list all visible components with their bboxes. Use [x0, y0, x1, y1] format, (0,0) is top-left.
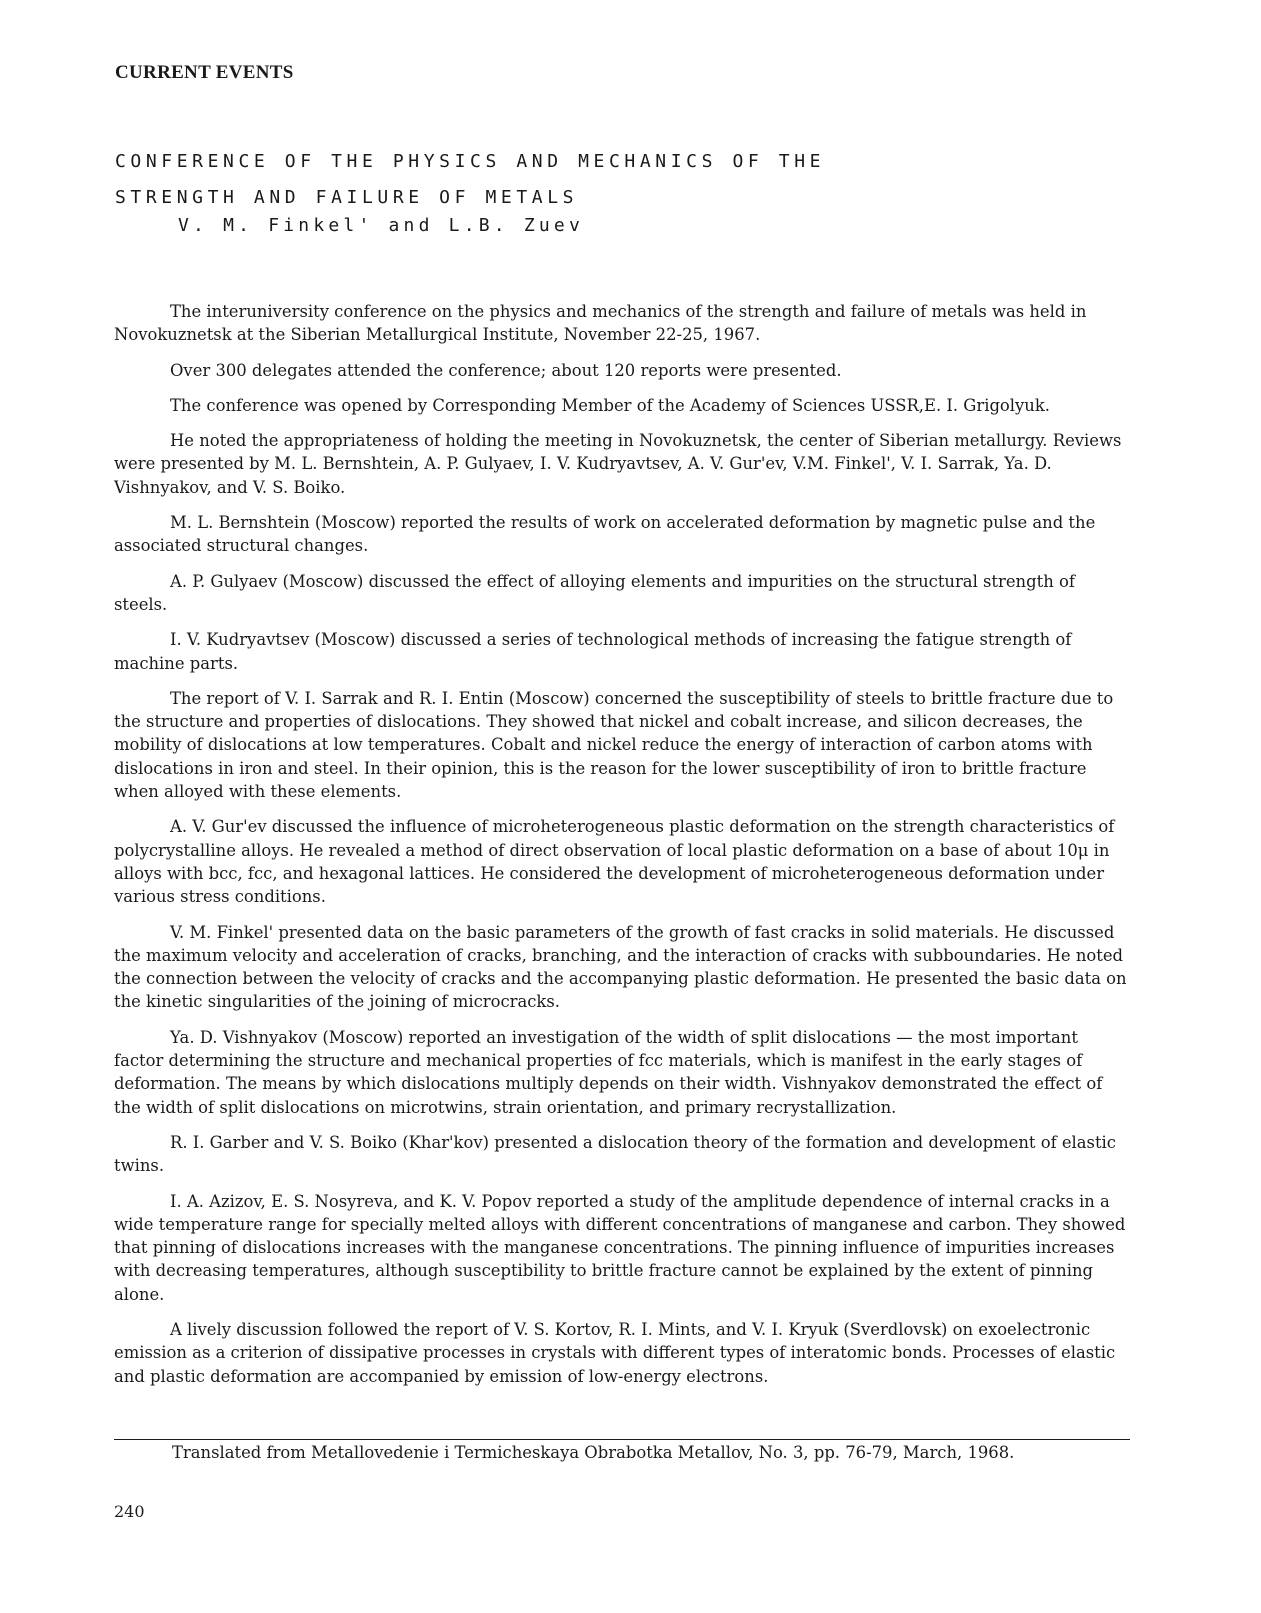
paragraph: Over 300 delegates attended the conference; about 120 reports were presented. — [170, 360, 842, 380]
paragraph: Ya. D. Vishnyakov (Moscow) reported an investigation of the width of split dislocations — the most important factor determining the structure and mechanical properties of fcc materials, which is manifest in the early stages of deformation. The means by which dislocations multiply depends on their width. Vishnyakov demonstrated the effect of the width of split dislocations on microtwins, strain orientation, and primary recrystallization. — [114, 1027, 1103, 1117]
translation-footnote: Translated from Metallovedenie i Termicheskaya Obrabotka Metallov, No. 3, pp. 76-79, March, 1968. — [172, 1443, 1015, 1462]
paragraph: I. V. Kudryavtsev (Moscow) discussed a series of technological methods of increasing the fatigue strength of machine parts. — [114, 630, 1072, 673]
paragraph: I. A. Azizov, E. S. Nosyreva, and K. V. Popov reported a study of the amplitude dependence of internal cracks in a wide temperature range for specially melted alloys with different concentrations of manganese and carbon. They showed that pinning of dislocations increases with the manganese concentrations. The pinning influence of impurities increases with decreasing temperatures, although susceptibility to brittle fracture cannot be explained by the extent of pinning alone. — [114, 1191, 1126, 1304]
section-label: CURRENT EVENTS — [115, 62, 294, 83]
paragraph: The report of V. I. Sarrak and R. I. Entin (Moscow) concerned the susceptibility of steels to brittle fracture due to the structure and properties of dislocations. They showed that nickel and cobalt increase, and silicon decreases, the mobility of dislocations at low temperatures. Cobalt and nickel reduce the energy of interaction of carbon atoms with dislocations in iron and steel. In their opinion, this is the reason for the lower susceptibility of iron to brittle fracture when alloyed with these elements. — [114, 688, 1114, 802]
article-title — [115, 144, 825, 216]
paragraph: M. L. Bernshtein (Moscow) reported the results of work on accelerated deformation by magnetic pulse and the associated structural changes. — [114, 513, 1096, 556]
article-body — [114, 300, 1130, 1400]
article-title-line-1: CONFERENCE OF THE PHYSICS AND MECHANICS OF THE — [115, 151, 826, 172]
paragraph: The interuniversity conference on the physics and mechanics of the strength and failure of metals was held in Novokuznetsk at the Siberian Metallurgical Institute, November 22-25, 1967. — [114, 302, 1087, 345]
paragraph: He noted the appropriateness of holding the meeting in Novokuznetsk, the center of Siberian metallurgy. Reviews were presented by M. L. Bernshtein, A. P. Gulyaev, I. V. Kudryavtsev, A. V. Gur'ev, V.M. Finkel', V. I. Sarrak, Ya. D. Vishnyakov, and V. S. Boiko. — [114, 431, 1122, 497]
paragraph: A lively discussion followed the report of V. S. Kortov, R. I. Mints, and V. I. Kryuk (Sverdlovsk) on exoelectronic emission as a criterion of dissipative processes in crystals with different types of interatomic bonds. Processes of elastic and plastic deformation are accompanied by emission of low-energy electrons. — [114, 1319, 1116, 1386]
paragraph: A. V. Gur'ev discussed the influence of microheterogeneous plastic deformation on the strength characteristics of polycrystalline alloys. He revealed a method of direct observation of local plastic deformation on a base of about 10μ in alloys with bcc, fcc, and hexagonal lattices. He considered the development of microheterogeneous deformation under various stress conditions. — [114, 817, 1115, 907]
paragraph: A. P. Gulyaev (Moscow) discussed the effect of alloying elements and impurities on the structural strength of steels. — [114, 571, 1075, 614]
page-number: 240 — [114, 1502, 145, 1521]
article-title-line-2: STRENGTH AND FAILURE OF METALS — [115, 187, 579, 208]
paragraph: R. I. Garber and V. S. Boiko (Khar'kov) presented a dislocation theory of the formation and development of elastic twins. — [114, 1132, 1116, 1176]
footnote-divider — [114, 1439, 1130, 1440]
paragraph: V. M. Finkel' presented data on the basic parameters of the growth of fast cracks in solid materials. He discussed the maximum velocity and acceleration of cracks, branching, and the interaction of cracks with subboundaries. He noted the connection between the velocity of cracks and the accompanying plastic deformation. He presented the basic data on the kinetic singularities of the joining of microcracks. — [114, 922, 1127, 1012]
article-authors: V. M. Finkel' and L.B. Zuev — [178, 215, 584, 236]
paragraph: The conference was opened by Corresponding Member of the Academy of Sciences USSR,E. I. Grigolyuk. — [170, 395, 1051, 415]
